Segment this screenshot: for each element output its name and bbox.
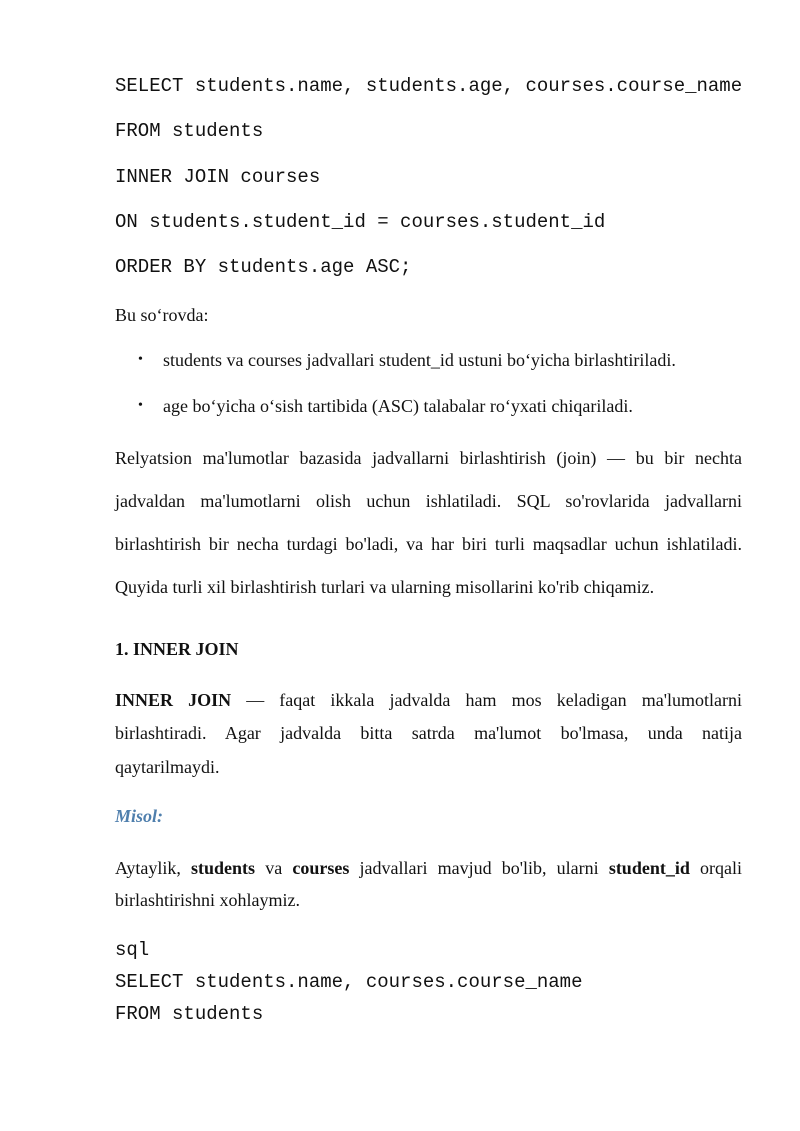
definition-line: qaytarilmaydi. [115,757,220,777]
code-line: FROM students [115,1003,264,1025]
code-line: sql [115,939,150,961]
example-text: va [255,858,293,878]
paragraph-line: birlashtirish bir necha turdagi bo'ladi, va har biri turli maqsadlar uchun ishlatiladi. [115,534,742,554]
bullet-item: students va courses jadvallari student_id ustuni bo‘yicha birlashtiriladi. [163,350,676,370]
definition-term: INNER JOIN [115,690,232,710]
bullet-item: age bo‘yicha o‘sish tartibida (ASC) talabalar ro‘yxati chiqariladi. [163,396,633,416]
example-text: jadvallari mavjud bo'lib, ularni [349,858,609,878]
definition-text: — faqat ikkala jadvalda ham mos keladigan ma'lumotlarni [231,690,742,710]
example-line: birlashtirishni xohlaymiz. [115,890,300,910]
bullet-marker: • [138,398,143,413]
example-bold: students [191,858,256,878]
intro-label: Bu so‘rovda: [115,305,209,325]
code-line: SELECT students.name, students.age, courses.course_name [115,75,743,97]
paragraph-line: Relyatsion ma'lumotlar bazasida jadvallarni birlashtirish (join) — bu bir nechta [115,448,742,468]
code-line: FROM students [115,120,264,142]
code-line: ORDER BY students.age ASC; [115,256,412,278]
bullet-marker: • [138,352,143,367]
example-bold: student_id [608,858,690,878]
example-text: orqali [689,858,742,878]
paragraph-line: Quyida turli xil birlashtirish turlari va ularning misollarini ko'rib chiqamiz. [115,577,655,597]
section-heading: 1. INNER JOIN [115,639,239,659]
definition-line: birlashtiradi. Agar jadvalda bitta satrda ma'lumot bo'lmasa, unda natija [115,723,742,743]
code-line: INNER JOIN courses [115,166,321,188]
example-bold: courses [292,858,350,878]
example-text: Aytaylik, [115,858,191,878]
code-line: ON students.student_id = courses.student_id [115,211,606,233]
example-label: Misol: [115,806,164,826]
example-line [115,857,742,879]
code-line: SELECT students.name, courses.course_name [115,971,583,993]
paragraph-line: jadvaldan ma'lumotlarni olish uchun ishlatiladi. SQL so'rovlarida jadvallarni [115,491,742,511]
definition-line [115,689,742,711]
